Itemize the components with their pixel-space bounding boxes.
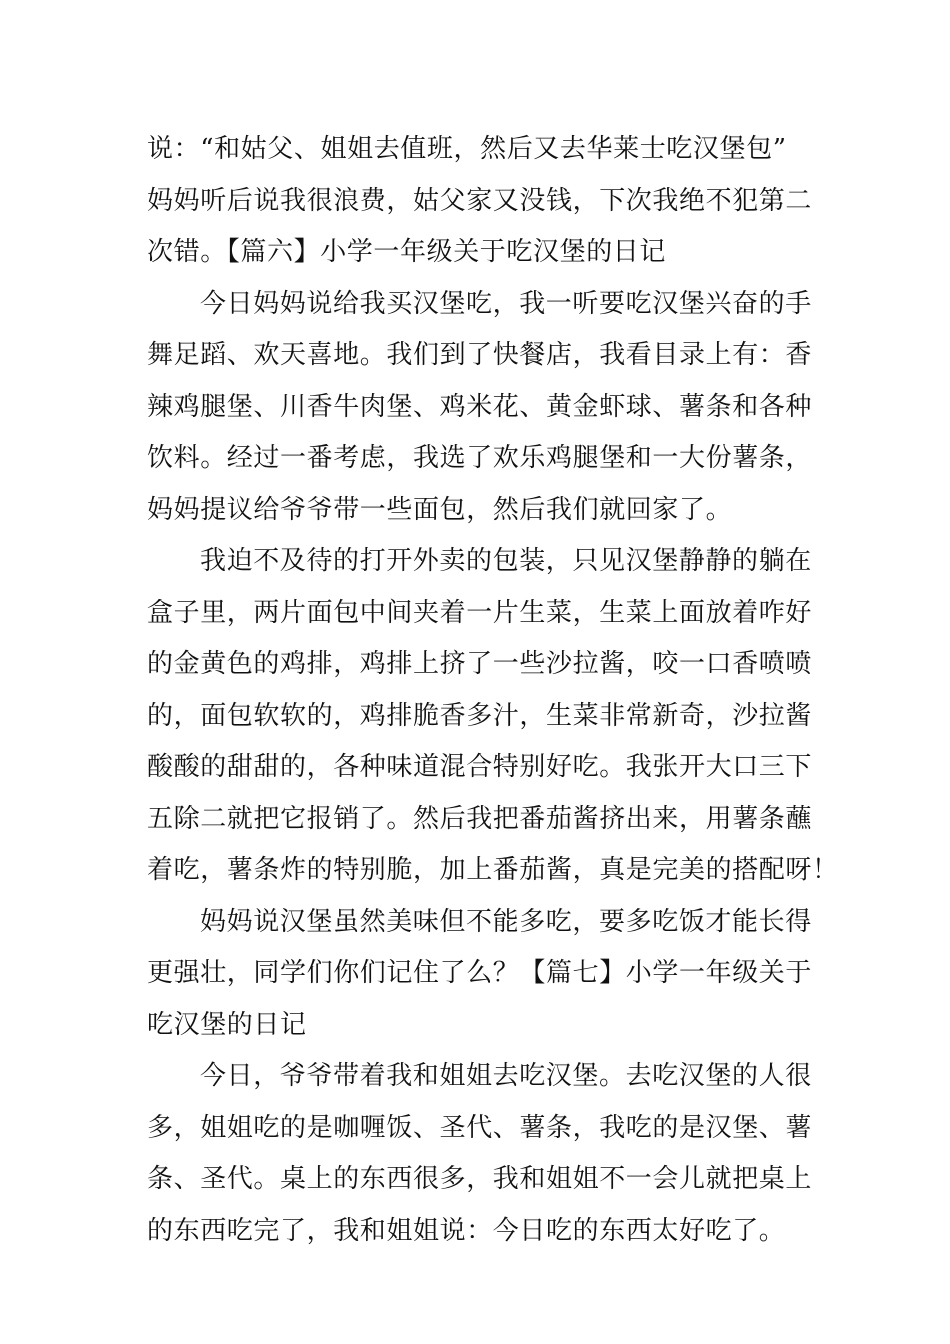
- text-line: 吃汉堡的日记: [147, 1009, 307, 1040]
- text-line: 更强壮，同学们你们记住了么？【篇七】小学一年级关于: [147, 958, 813, 988]
- text-line: 饮料。经过一番考虑，我选了欢乐鸡腿堡和一大份薯条，: [147, 443, 813, 473]
- paragraph-start-line: 今日妈妈说给我买汉堡吃，我一听要吃汉堡兴奋的手: [200, 288, 812, 319]
- text-line: 多，姐姐吃的是咖喱饭、圣代、薯条，我吃的是汉堡、薯: [147, 1112, 813, 1143]
- text-line: 说：“和姑父、姐姐去值班，然后又去华莱士吃汉堡包”: [147, 134, 787, 164]
- paragraph-start-line: 妈妈说汉堡虽然美味但不能多吃，要多吃饭才能长得: [200, 906, 812, 937]
- diary-text-block: [147, 124, 839, 1257]
- text-line: 次错。【篇六】小学一年级关于吃汉堡的日记: [147, 237, 667, 267]
- text-line: 的东西吃完了，我和姐姐说：今日吃的东西太好吃了。: [147, 1215, 786, 1246]
- text-line: 辣鸡腿堡、川香牛肉堡、鸡米花、黄金虾球、薯条和各种: [147, 391, 813, 422]
- paragraph-start-line: 今日，爷爷带着我和姐姐去吃汉堡。去吃汉堡的人很: [200, 1061, 812, 1091]
- text-line: 酸酸的甜甜的，各种味道混合特别好吃。我张开大口三下: [147, 752, 813, 782]
- text-line: 的，面包软软的，鸡排脆香多汁，生菜非常新奇，沙拉酱: [147, 700, 813, 731]
- text-line: 舞足蹈、欢天喜地。我们到了快餐店，我看目录上有：香: [147, 340, 813, 370]
- text-line: 条、圣代。桌上的东西很多，我和姐姐不一会儿就把桌上: [147, 1164, 813, 1194]
- text-line: 的金黄色的鸡排，鸡排上挤了一些沙拉酱，咬一口香喷喷: [147, 649, 813, 679]
- text-line: 五除二就把它报销了。然后我把番茄酱挤出来，用薯条蘸: [147, 803, 813, 834]
- text-line: 妈妈提议给爷爷带一些面包，然后我们就回家了。: [147, 494, 733, 525]
- text-line: 盒子里，两片面包中间夹着一片生菜，生菜上面放着咋好: [147, 597, 813, 628]
- text-line: 着吃，薯条炸的特别脆，加上番茄酱，真是完美的搭配呀！: [147, 855, 839, 885]
- paragraph-start-line: 我迫不及待的打开外卖的包装，只见汉堡静静的躺在: [200, 546, 812, 576]
- text-line: 妈妈听后说我很浪费，姑父家又没钱，下次我绝不犯第二: [147, 185, 813, 216]
